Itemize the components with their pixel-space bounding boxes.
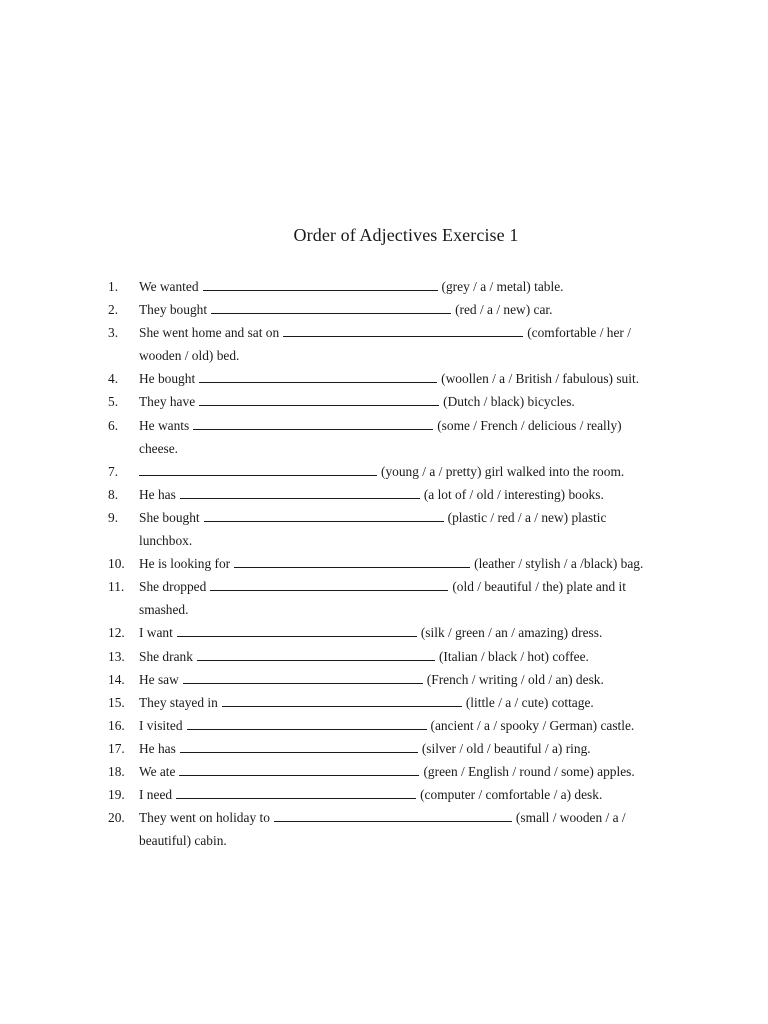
item-number: 18. bbox=[108, 763, 125, 779]
item-hint: (young / a / pretty) girl walked into the room. bbox=[381, 463, 625, 479]
exercise-item bbox=[108, 552, 678, 575]
exercise-item bbox=[108, 275, 678, 298]
item-hint: (computer / comfortable / a) desk. bbox=[420, 787, 603, 803]
item-number: 6. bbox=[108, 417, 119, 433]
item-hint: (Dutch / black) bicycles. bbox=[443, 394, 575, 410]
item-prompt: They stayed in bbox=[139, 694, 218, 710]
exercise-item bbox=[108, 783, 678, 806]
exercise-item bbox=[108, 390, 678, 413]
item-hint: (French / writing / old / an) desk. bbox=[426, 671, 604, 687]
item-prompt: I need bbox=[139, 787, 173, 803]
page-title: Order of Adjectives Exercise 1 bbox=[293, 225, 519, 245]
item-prompt: We wanted bbox=[139, 279, 199, 294]
item-prompt: He bought bbox=[139, 371, 196, 387]
item-number: 10. bbox=[108, 556, 125, 572]
answer-blank[interactable] bbox=[222, 694, 462, 707]
item-number: 15. bbox=[108, 694, 125, 710]
exercise-item bbox=[108, 806, 678, 852]
item-prompt: I want bbox=[139, 625, 173, 641]
answer-blank[interactable] bbox=[193, 417, 433, 430]
item-number: 1. bbox=[108, 279, 119, 294]
item-number: 3. bbox=[108, 325, 119, 341]
item-number: 4. bbox=[108, 371, 119, 387]
item-hint: (Italian / black / hot) coffee. bbox=[438, 648, 589, 664]
answer-blank[interactable] bbox=[203, 278, 438, 291]
item-prompt: I visited bbox=[139, 717, 183, 733]
item-number: 9. bbox=[108, 509, 119, 525]
item-number: 20. bbox=[108, 810, 125, 826]
answer-blank[interactable] bbox=[274, 809, 512, 822]
exercise-item bbox=[108, 298, 678, 321]
item-number: 8. bbox=[108, 486, 119, 502]
item-hint: (ancient / a / spooky / German) castle. bbox=[430, 717, 635, 733]
item-continuation: lunchbox. bbox=[139, 533, 193, 549]
item-prompt: She went home and sat on bbox=[139, 325, 280, 341]
item-prompt: They bought bbox=[139, 302, 208, 318]
exercise-item bbox=[108, 506, 678, 552]
item-hint: (old / beautiful / the) plate and it bbox=[452, 579, 626, 595]
exercise-item bbox=[108, 460, 678, 483]
answer-blank[interactable] bbox=[183, 671, 423, 684]
item-prompt: She bought bbox=[139, 509, 200, 525]
exercise-item bbox=[108, 714, 678, 737]
exercise-item bbox=[108, 321, 678, 367]
answer-blank[interactable] bbox=[177, 624, 417, 637]
item-hint: (grey / a / metal) table. bbox=[441, 279, 564, 294]
item-prompt: He wants bbox=[139, 417, 190, 433]
answer-blank[interactable] bbox=[180, 486, 420, 499]
item-hint: (plastic / red / a / new) plastic bbox=[447, 509, 607, 525]
exercise-item bbox=[108, 575, 678, 621]
item-prompt: She dropped bbox=[139, 579, 207, 595]
answer-blank[interactable] bbox=[187, 717, 427, 730]
answer-blank[interactable] bbox=[211, 301, 451, 314]
answer-blank[interactable] bbox=[210, 578, 448, 591]
answer-blank[interactable] bbox=[204, 509, 444, 522]
item-prompt: They have bbox=[139, 394, 196, 410]
answer-blank[interactable] bbox=[179, 763, 419, 776]
exercise-item bbox=[108, 737, 678, 760]
item-number: 5. bbox=[108, 394, 119, 410]
item-number: 13. bbox=[108, 648, 125, 664]
item-prompt: He is looking for bbox=[139, 556, 231, 572]
exercise-item bbox=[108, 645, 678, 668]
item-hint: (comfortable / her / bbox=[527, 325, 631, 341]
answer-blank[interactable] bbox=[234, 555, 470, 568]
item-hint: (little / a / cute) cottage. bbox=[465, 694, 594, 710]
item-number: 19. bbox=[108, 787, 125, 803]
exercise-item bbox=[108, 621, 678, 644]
exercise-item bbox=[108, 414, 678, 460]
exercise-list bbox=[108, 275, 678, 852]
answer-blank[interactable] bbox=[199, 393, 439, 406]
item-number: 12. bbox=[108, 625, 125, 641]
item-continuation: smashed. bbox=[139, 602, 189, 618]
answer-blank[interactable] bbox=[283, 324, 523, 337]
item-hint: (red / a / new) car. bbox=[455, 302, 553, 318]
item-prompt: He has bbox=[139, 486, 176, 502]
item-number: 14. bbox=[108, 671, 125, 687]
answer-blank[interactable] bbox=[197, 648, 435, 661]
item-number: 17. bbox=[108, 740, 125, 756]
item-prompt: We ate bbox=[139, 763, 176, 779]
item-continuation: wooden / old) bed. bbox=[139, 348, 240, 364]
item-prompt: He has bbox=[139, 740, 176, 756]
exercise-item bbox=[108, 483, 678, 506]
item-number: 11. bbox=[108, 579, 125, 595]
exercise-item bbox=[108, 367, 678, 390]
item-hint: (some / French / delicious / really) bbox=[437, 417, 622, 433]
item-hint: (silver / old / beautiful / a) ring. bbox=[421, 740, 591, 756]
item-continuation: beautiful) cabin. bbox=[139, 833, 227, 849]
item-number: 16. bbox=[108, 717, 125, 733]
item-number: 7. bbox=[108, 463, 119, 479]
answer-blank[interactable] bbox=[176, 786, 416, 799]
item-prompt: She drank bbox=[139, 648, 193, 664]
exercise-item bbox=[108, 760, 678, 783]
item-continuation: cheese. bbox=[139, 440, 179, 456]
item-hint: (green / English / round / some) apples. bbox=[423, 763, 635, 779]
item-hint: (a lot of / old / interesting) books. bbox=[423, 486, 604, 502]
item-hint: (small / wooden / a / bbox=[515, 810, 626, 826]
exercise-item bbox=[108, 668, 678, 691]
exercise-item bbox=[108, 691, 678, 714]
answer-blank[interactable] bbox=[180, 740, 418, 753]
item-hint: (leather / stylish / a /black) bag. bbox=[474, 556, 644, 572]
answer-blank[interactable] bbox=[199, 370, 437, 383]
item-prompt: They went on holiday to bbox=[139, 810, 270, 826]
item-prompt: He saw bbox=[139, 671, 179, 687]
answer-blank[interactable] bbox=[139, 463, 377, 476]
item-number: 2. bbox=[108, 302, 119, 318]
item-hint: (woollen / a / British / fabulous) suit. bbox=[441, 371, 640, 387]
item-hint: (silk / green / an / amazing) dress. bbox=[420, 625, 603, 641]
